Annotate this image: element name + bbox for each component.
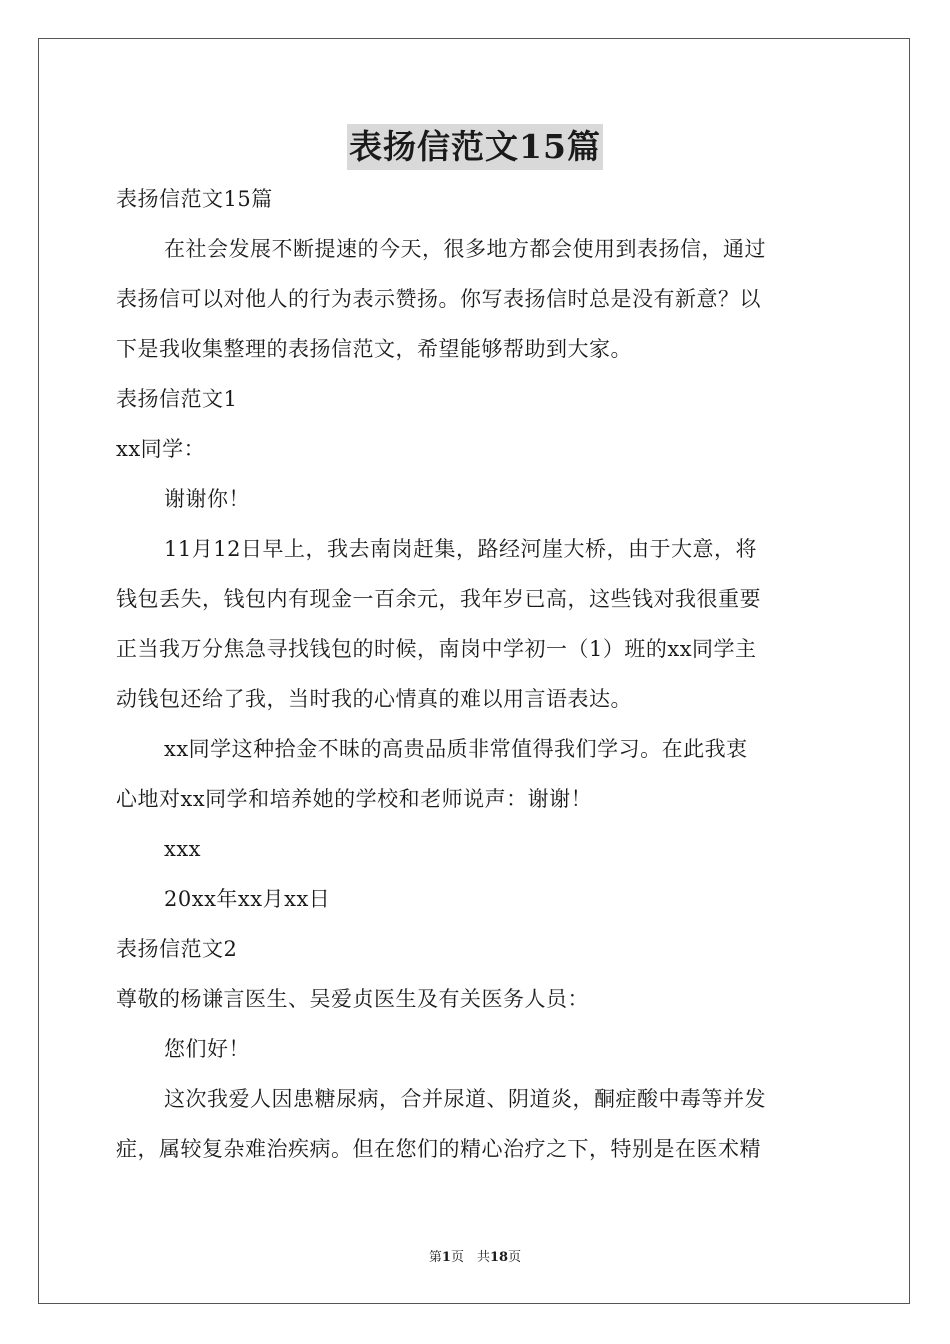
- footer-page-number: 1: [441, 1250, 451, 1265]
- paragraph-line: 谢谢你！: [164, 487, 250, 511]
- paragraph-line: 心地对xx同学和培养她的学校和老师说声：谢谢！: [116, 787, 593, 811]
- paragraph-line: 表扬信可以对他人的行为表示赞扬。你写表扬信时总是没有新意？以: [116, 287, 761, 311]
- paragraph-line: 下是我收集整理的表扬信范文，希望能够帮助到大家。: [116, 337, 632, 361]
- page-border: [38, 38, 910, 1304]
- paragraph-line: xx同学这种拾金不昧的高贵品质非常值得我们学习。在此我衷: [164, 737, 748, 761]
- section-heading: 表扬信范文2: [116, 937, 238, 961]
- paragraph-line: 您们好！: [164, 1037, 250, 1061]
- paragraph-line: 症，属较复杂难治疾病。但在您们的精心治疗之下，特别是在医术精: [116, 1137, 761, 1161]
- signature: xxx: [164, 837, 202, 861]
- page-footer: [0, 1246, 950, 1265]
- subtitle-line: 表扬信范文15篇: [116, 187, 273, 211]
- salutation: xx同学：: [116, 437, 206, 461]
- paragraph-line: 动钱包还给了我，当时我的心情真的难以用言语表达。: [116, 687, 632, 711]
- date-line: 20xx年xx月xx日: [164, 887, 331, 911]
- footer-mid: 页 共: [450, 1250, 490, 1265]
- salutation: 尊敬的杨谦言医生、吴爱贞医生及有关医务人员：: [116, 987, 589, 1011]
- paragraph-line: 正当我万分焦急寻找钱包的时候，南岗中学初一（1）班的xx同学主: [116, 637, 757, 661]
- footer-prefix: 第: [428, 1250, 442, 1265]
- section-heading: 表扬信范文1: [116, 387, 238, 411]
- paragraph-line: 11月12日早上，我去南岗赶集，路经河崖大桥，由于大意，将: [164, 537, 757, 561]
- title-wrap: [0, 124, 950, 170]
- paragraph-line: 在社会发展不断提速的今天，很多地方都会使用到表扬信，通过: [164, 237, 766, 261]
- paragraph-line: 这次我爱人因患糖尿病，合并尿道、阴道炎，酮症酸中毒等并发: [164, 1087, 766, 1111]
- footer-suffix: 页: [508, 1250, 522, 1265]
- footer-page-total: 18: [489, 1250, 509, 1265]
- paragraph-line: 钱包丢失，钱包内有现金一百余元，我年岁已高，这些钱对我很重要: [116, 587, 761, 611]
- document-title: 表扬信范文15篇: [347, 124, 603, 170]
